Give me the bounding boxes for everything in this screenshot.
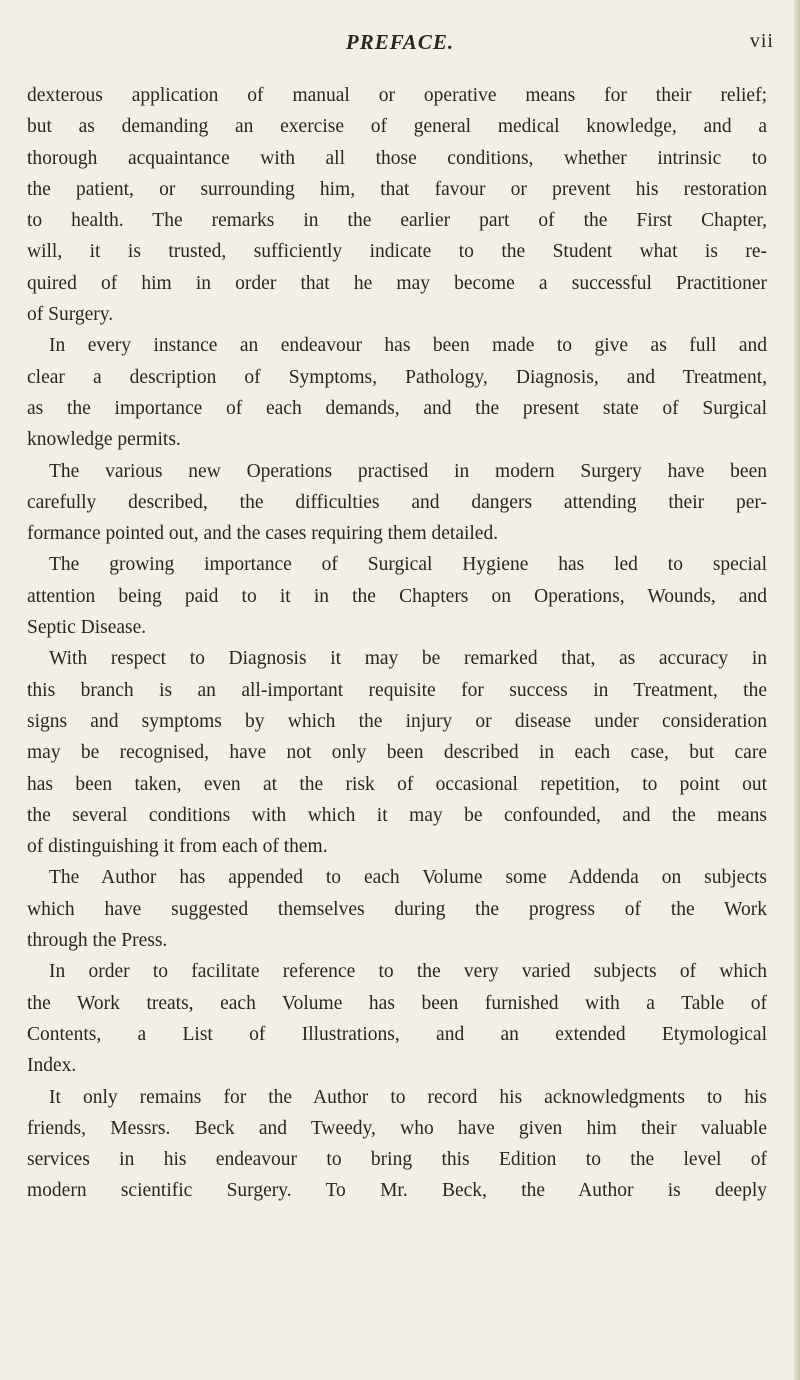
text-line: through the Press. — [27, 930, 168, 952]
text-line: In every instance an endeavour has been made to give as full and — [49, 335, 767, 357]
text-line: which have suggested themselves during the progress of the Work — [27, 898, 767, 920]
paragraph — [27, 456, 767, 550]
page-header — [0, 0, 800, 56]
paragraph — [27, 862, 767, 956]
paragraph — [27, 80, 767, 330]
text-line: attention being paid to it in the Chapters on Operations, Wounds, and — [27, 585, 767, 607]
text-line: but as demanding an exercise of general medical knowledge, and a — [27, 116, 767, 138]
text-line: clear a description of Symptoms, Pathology, Diagnosis, and Treatment, — [27, 366, 767, 388]
text-line: modern scientific Surgery. To Mr. Beck, the Author is deeply — [27, 1180, 767, 1202]
text-line: will, it is trusted, sufficiently indicate to the Student what is re- — [27, 241, 767, 263]
text-line: as the importance of each demands, and the present state of Surgical — [27, 397, 767, 419]
text-line: the patient, or surrounding him, that favour or prevent his restoration — [27, 178, 767, 200]
text-line: The Author has appended to each Volume some Addenda on subjects — [49, 867, 767, 889]
text-line: The various new Operations practised in modern Surgery have been — [49, 460, 767, 482]
paragraph — [27, 549, 767, 643]
text-line: Contents, a List of Illustrations, and an extended Etymological — [27, 1023, 767, 1045]
text-line: signs and symptoms by which the injury or disease under consideration — [27, 710, 767, 732]
paragraph — [27, 330, 767, 455]
body-text — [27, 80, 767, 1207]
text-line: carefully described, the difficulties and dangers attending their per- — [27, 491, 767, 513]
paragraph — [27, 1082, 767, 1207]
text-line: Septic Disease. — [27, 617, 147, 639]
text-line: the several conditions with which it may be confounded, and the means — [27, 804, 767, 826]
text-line: of Surgery. — [27, 304, 114, 326]
text-line: dexterous application of manual or operative means for their relief; — [27, 85, 767, 106]
text-line: friends, Messrs. Beck and Tweedy, who have given him their valuable — [27, 1117, 767, 1139]
text-line: services in his endeavour to bring this Edition to the level of — [27, 1149, 767, 1171]
text-line: has been taken, even at the risk of occasional repetition, to point out — [27, 773, 767, 795]
text-line: The growing importance of Surgical Hygiene has led to special — [49, 554, 767, 576]
paragraph — [27, 643, 767, 862]
text-line: thorough acquaintance with all those conditions, whether intrinsic to — [27, 147, 767, 169]
text-line: of distinguishing it from each of them. — [27, 836, 328, 858]
running-head: PREFACE. — [345, 30, 455, 54]
text-line: quired of him in order that he may become a successful Practitioner — [27, 272, 767, 294]
text-line: In order to facilitate reference to the very varied subjects of which — [49, 961, 767, 983]
text-line: formance pointed out, and the cases requiring them detailed. — [27, 523, 499, 545]
text-line: With respect to Diagnosis it may be remarked that, as accuracy in — [49, 648, 767, 670]
page-edge — [794, 0, 800, 1380]
text-line: may be recognised, have not only been described in each case, but care — [27, 742, 767, 764]
text-line: Index. — [27, 1055, 77, 1077]
text-line: the Work treats, each Volume has been furnished with a Table of — [27, 992, 767, 1014]
text-line: knowledge permits. — [27, 429, 181, 451]
paragraph — [27, 956, 767, 1081]
text-line: to health. The remarks in the earlier part of the First Chapter, — [27, 210, 767, 232]
text-line: It only remains for the Author to record his acknowledgments to his — [49, 1086, 767, 1108]
page-number: vii — [749, 30, 774, 52]
text-line: this branch is an all-important requisite for success in Treatment, the — [27, 679, 767, 701]
